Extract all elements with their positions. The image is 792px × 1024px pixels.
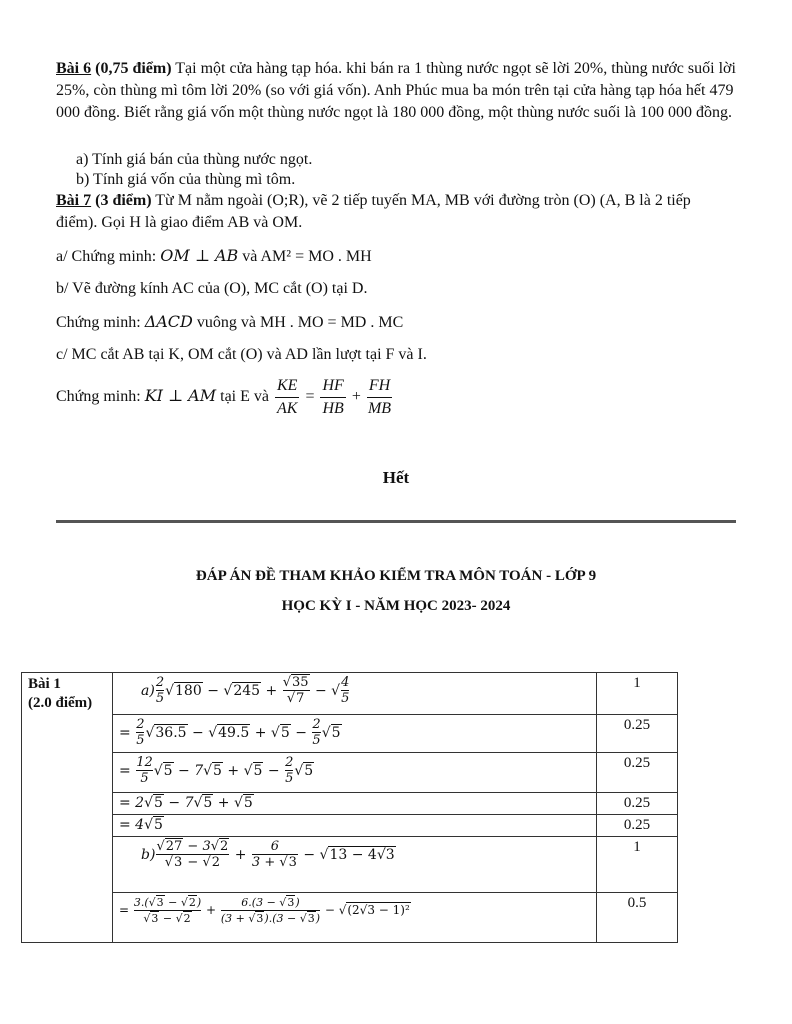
fraction-hf-hb: $\frac{HF}{HB}$	[322, 377, 344, 417]
formula-cell: b) $\frac{√27 - 3√2}{√3 - √2}$ + $\frac{6}{3 + √3}$ − √13 − 4√3	[113, 837, 597, 893]
bai6-title: Bài 6	[56, 60, 92, 77]
bai6-points: (0,75 điểm)	[91, 60, 172, 77]
bai7-c2-prefix: Chứng minh:	[56, 388, 145, 406]
table-row	[22, 793, 678, 815]
table-row	[22, 893, 678, 943]
bai6-text: Tại một cửa hàng tạp hóa. khi bán ra 1 thùng nước ngọt sẽ lời 20%, thùng nước suối lời 25%, còn thùng mì tôm lời 20% (so với giá vốn). Anh Phúc mua ba món trên tại cửa hàng tạp hóa hết 479 000 đồng. Biết rằng giá vốn một thùng nước ngọt là 180 000 đồng, một thùng nước suối là 100 000 đồng.	[56, 60, 736, 121]
score-cell: 0.25	[597, 793, 678, 815]
bai7-title: Bài 7	[56, 192, 92, 209]
bai1-points: (2.0 điểm)	[28, 695, 93, 711]
formula-cell: = 4√5	[113, 815, 597, 837]
bai1-label: Bài 1	[28, 676, 61, 692]
end-heading: Hết	[382, 468, 410, 487]
formula-cell: = $\frac{2}{5}$ √36.5 − √49.5 + √5 − $\frac{2}{5}$ √5	[113, 715, 597, 753]
bai7-b2-prefix: Chứng minh:	[56, 314, 145, 331]
answer-title-line2: HỌC KỲ I - NĂM HỌC 2023- 2024	[281, 598, 511, 614]
bai7-c2-math: KI ⊥ AM	[144, 386, 217, 406]
score-cell: 0.25	[597, 815, 678, 837]
fraction-fh-mb: $\frac{FH}{MB}$	[367, 377, 392, 417]
score-cell: 1	[597, 673, 678, 715]
bai7-part-c1: c/ MC cắt AB tại K, OM cắt (O) và AD lần lượt tại F và I.	[56, 346, 427, 363]
bai6-item-a: a) Tính giá bán của thùng nước ngọt.	[76, 151, 313, 168]
bai7-part-b1: b/ Vẽ đường kính AC của (O), MC cắt (O) tại D.	[56, 280, 368, 297]
table-row	[22, 837, 678, 893]
table-row	[22, 715, 678, 753]
table-row	[22, 753, 678, 793]
formula-cell: = $\frac{3.(√3 - √2)}{√3 - √2}$ + $\frac{6.(3 - √3)}{(3 + √3).(3 - √3)}$ − √(2√3 − 1)²	[113, 893, 597, 943]
bai1-cell	[22, 673, 113, 943]
score-cell: 0.5	[597, 893, 678, 943]
bai7-paragraph	[56, 190, 736, 234]
score-cell: 0.25	[597, 715, 678, 753]
score-cell: 1	[597, 837, 678, 893]
answer-table	[21, 672, 678, 943]
formula-cell: a) $\frac{2}{5}$ √180 − √245 + $\frac{√35}{√7}$ − √ $\frac{4}{5}$	[113, 673, 597, 715]
formula-cell: = 2√5 − 7√5 + √5	[113, 793, 597, 815]
bai7-part-a	[56, 245, 736, 268]
formula-cell: = $\frac{12}{5}$ √5 − 7√5 + √5 − $\frac{2}{5}$ √5	[113, 753, 597, 793]
bai7-part-b2	[56, 311, 736, 334]
bai7-b2-math: ΔACD	[144, 312, 193, 331]
bai6-paragraph	[56, 58, 736, 124]
answer-title-line1: ĐÁP ÁN ĐỀ THAM KHẢO KIỂM TRA MÔN TOÁN - LỚP 9	[195, 568, 597, 584]
bai7-b2-rest: vuông và MH . MO = MD . MC	[192, 314, 404, 331]
bai7-a-math: OM ⊥ AB	[160, 246, 239, 265]
divider-rule	[56, 520, 736, 523]
fraction-ke-ak: $\frac{KE}{AK}$	[277, 377, 298, 417]
score-cell: 0.25	[597, 753, 678, 793]
table-row	[22, 815, 678, 837]
bai7-c2-mid: tại E và	[216, 388, 273, 406]
bai7-a-prefix: a/ Chứng minh:	[56, 248, 161, 265]
table-row	[22, 673, 678, 715]
bai7-text: Từ M nằm ngoài (O;R), vẽ 2 tiếp tuyến MA, MB với đường tròn (O) (A, B là 2 tiếp điểm). Gọi H là giao điểm AB và OM.	[56, 192, 691, 231]
bai7-part-c2: Chứng minh: KI ⊥ AM tại E và $\frac{KE}{AK}$ = $\frac{HF}{HB}$ + $\frac{FH}{MB}$	[56, 375, 736, 420]
bai7-a-rest: và AM² = MO . MH	[238, 248, 372, 265]
bai7-points: (3 điểm)	[91, 192, 152, 209]
bai6-item-b: b) Tính giá vốn của thùng mì tôm.	[76, 171, 296, 188]
